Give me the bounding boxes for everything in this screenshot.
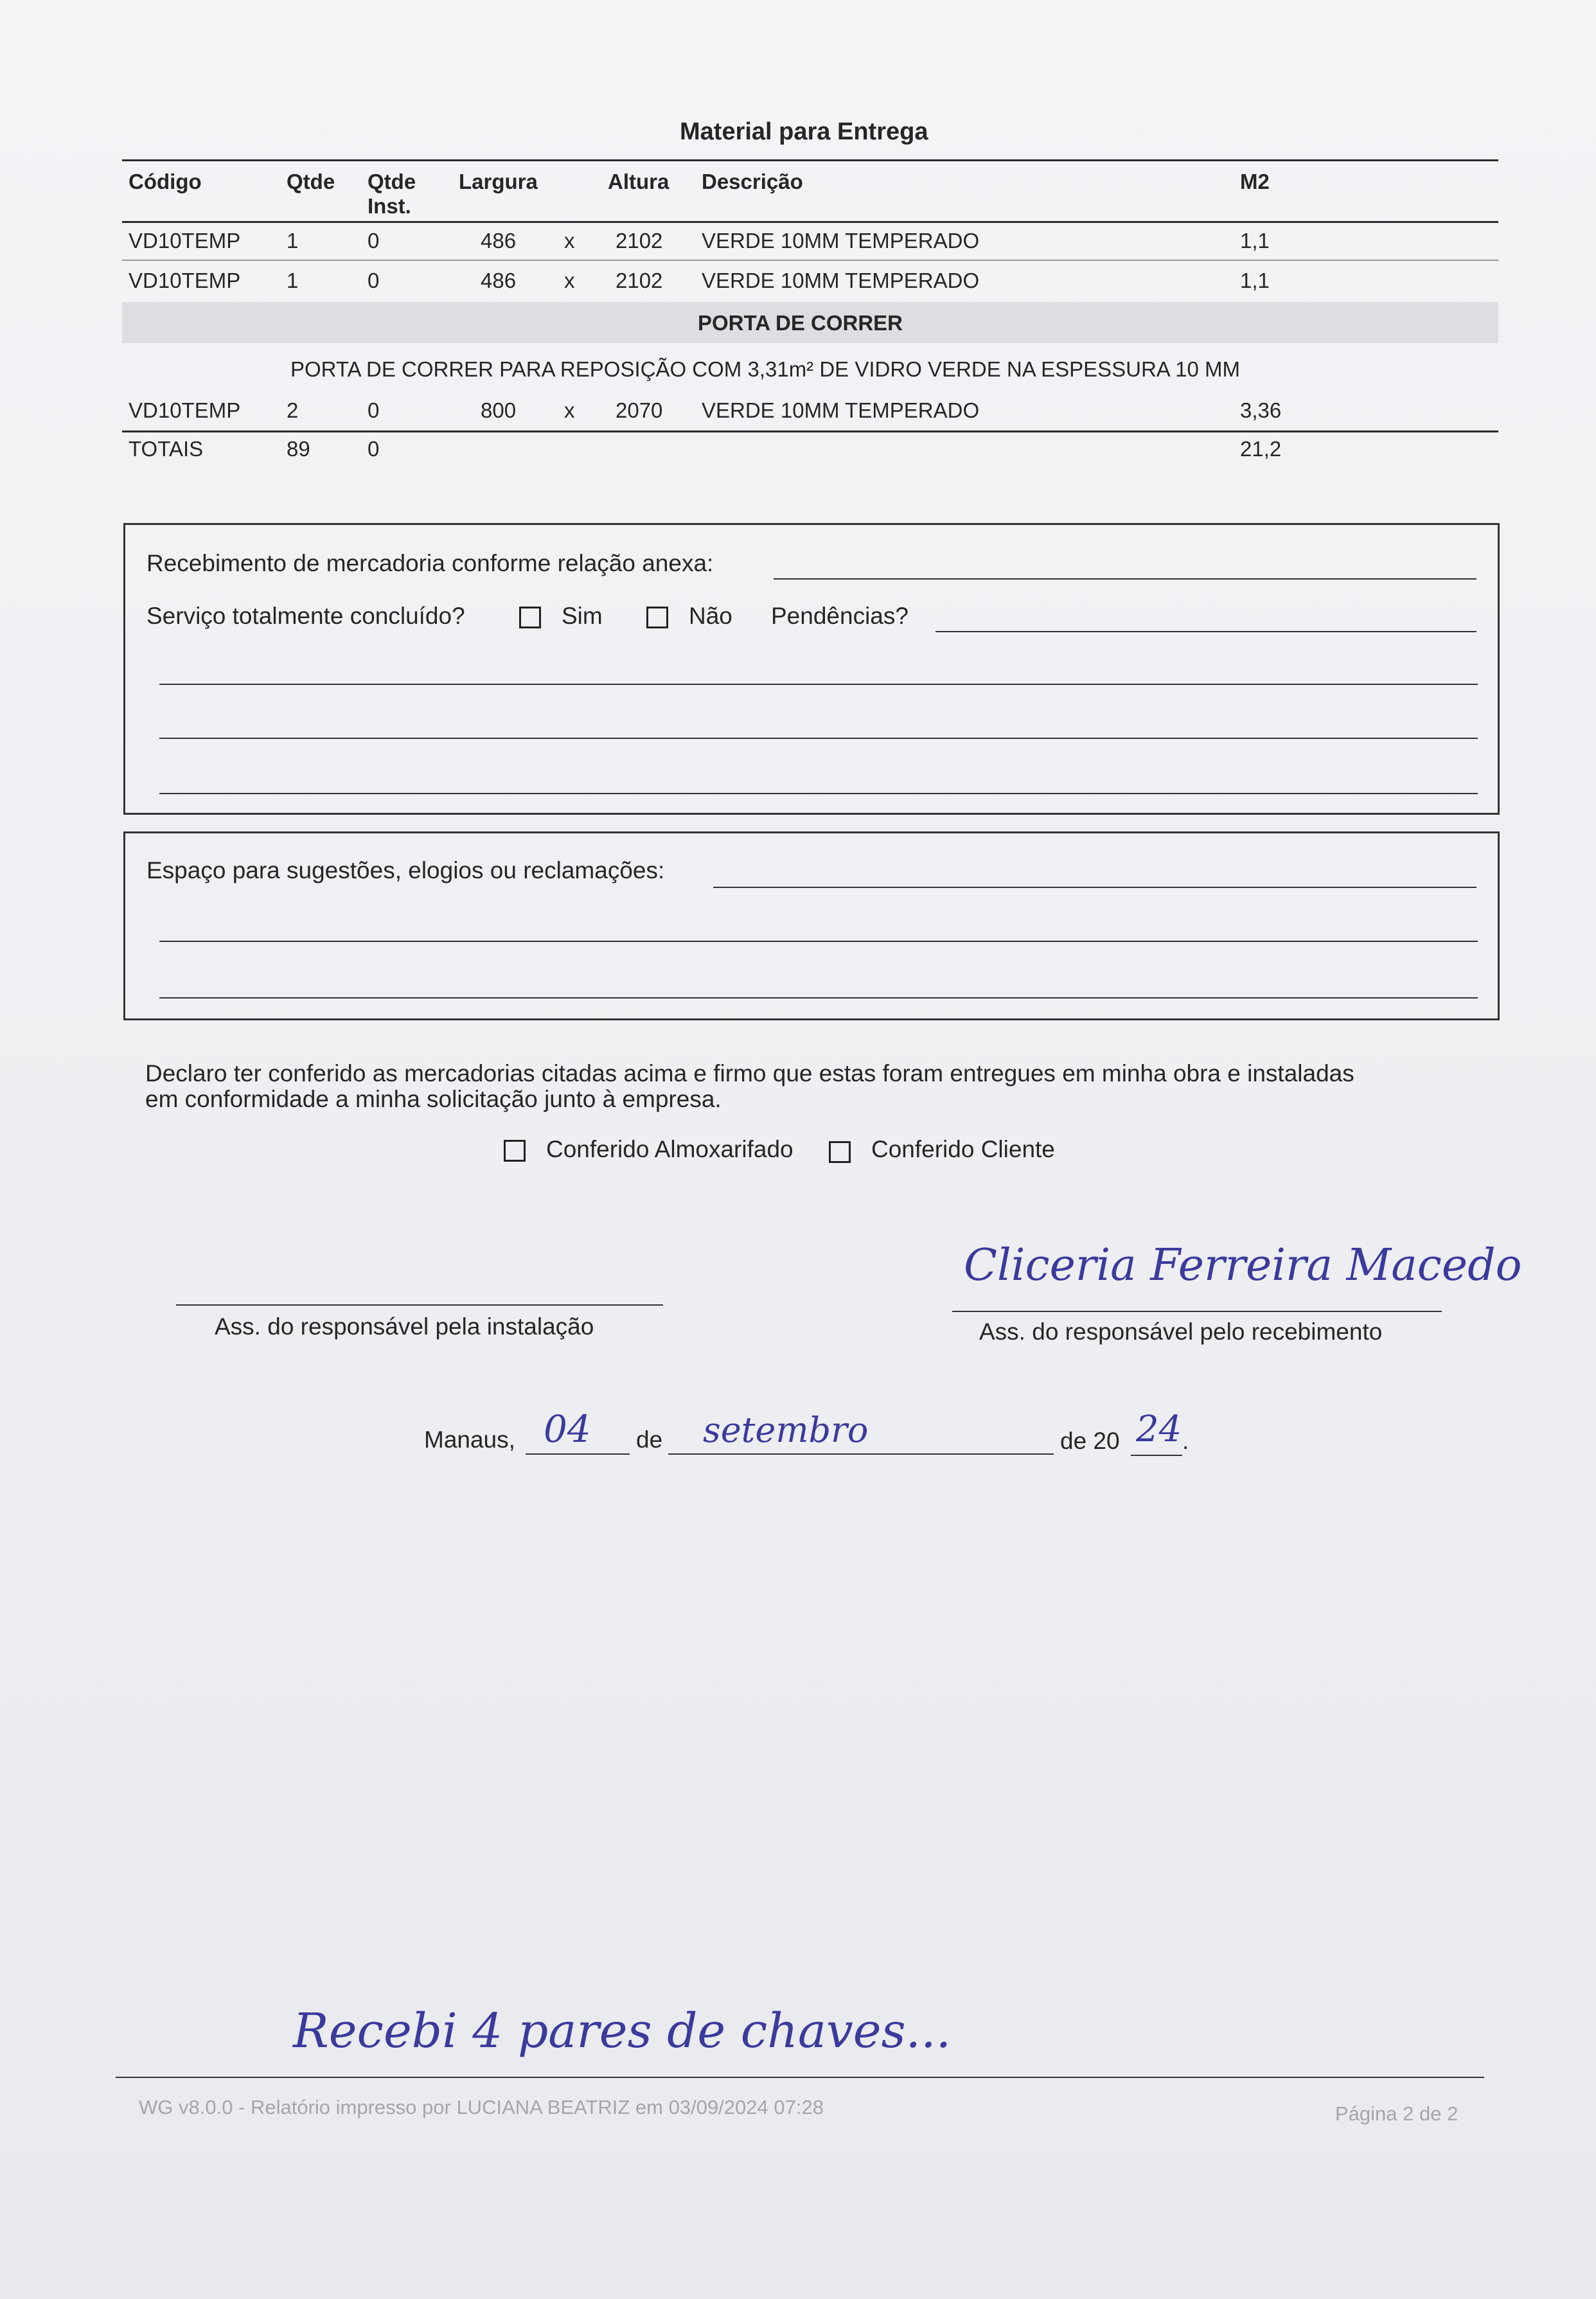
pendencias-line-2[interactable]	[159, 684, 1478, 685]
row2-descricao: VERDE 10MM TEMPERADO	[702, 269, 980, 292]
footer-rule	[116, 2077, 1484, 2078]
row3-altura: 2070	[616, 398, 663, 422]
row1-qtde: 1	[287, 229, 299, 253]
receiver-caption: Ass. do responsável pelo recebimento	[979, 1318, 1383, 1345]
row1-largura: 486	[481, 229, 517, 253]
row2-altura: 2102	[616, 269, 663, 292]
receiver-signature-line[interactable]	[952, 1311, 1442, 1312]
declaration-line2: em conformidade a minha solicitação junto à empresa.	[145, 1086, 722, 1112]
totals-rule	[122, 431, 1498, 432]
date-de1: de	[636, 1426, 663, 1453]
date-end: .	[1182, 1428, 1189, 1454]
row2-inst: 0	[368, 269, 380, 292]
row1-inst: 0	[368, 229, 380, 253]
totals-inst: 0	[368, 437, 380, 461]
row2-x: x	[564, 269, 575, 292]
date-day: 04	[544, 1407, 591, 1451]
almoxarifado-label: Conferido Almoxarifado	[546, 1136, 794, 1162]
suggestions-line-3[interactable]	[159, 997, 1478, 999]
pendencias-line-3[interactable]	[159, 738, 1478, 739]
cliente-checkbox[interactable]	[829, 1141, 851, 1163]
group-title: PORTA DE CORRER	[698, 311, 903, 335]
receiver-signature: Cliceria Ferreira Macedo	[964, 1240, 1522, 1291]
table-header-rule	[122, 221, 1498, 223]
row1-descricao: VERDE 10MM TEMPERADO	[702, 229, 980, 253]
row2-m2: 1,1	[1240, 269, 1270, 292]
nao-label: Não	[689, 603, 732, 629]
nao-checkbox[interactable]	[646, 607, 668, 628]
footer-page-number: Página 2 de 2	[1335, 2102, 1459, 2125]
date-year: 24	[1136, 1408, 1182, 1450]
row-divider	[122, 260, 1498, 261]
header-largura: Largura	[459, 170, 538, 193]
row2-largura: 486	[481, 269, 517, 292]
installer-signature-line[interactable]	[176, 1304, 663, 1306]
suggestions-line-2[interactable]	[159, 941, 1478, 942]
date-city: Manaus,	[424, 1426, 515, 1453]
pendencias-line-4[interactable]	[159, 793, 1478, 794]
row1-m2: 1,1	[1240, 229, 1270, 253]
row1-codigo: VD10TEMP	[129, 229, 241, 253]
almoxarifado-checkbox[interactable]	[504, 1140, 526, 1162]
pendencias-label: Pendências?	[771, 603, 909, 629]
header-descricao: Descrição	[702, 170, 803, 193]
date-de2: de 20	[1060, 1428, 1120, 1454]
suggestions-label: Espaço para sugestões, elogios ou reclamações:	[146, 857, 665, 883]
page-title: Material para Entrega	[680, 118, 928, 145]
year-line[interactable]	[1131, 1455, 1182, 1456]
row1-altura: 2102	[616, 229, 663, 253]
row3-codigo: VD10TEMP	[129, 398, 241, 422]
date-month: setembro	[703, 1410, 869, 1450]
row3-x: x	[564, 398, 575, 422]
header-qtde-inst: Qtde	[368, 170, 416, 193]
row1-x: x	[564, 229, 575, 253]
day-line[interactable]	[526, 1453, 630, 1455]
recebimento-label: Recebimento de mercadoria conforme relação anexa:	[146, 550, 714, 576]
header-qtde: Qtde	[287, 170, 335, 193]
handwritten-note: Recebi 4 pares de chaves...	[293, 2003, 952, 2059]
header-codigo: Código	[129, 170, 202, 193]
servico-label: Serviço totalmente concluído?	[146, 603, 465, 629]
installer-caption: Ass. do responsável pela instalação	[215, 1313, 594, 1340]
cliente-label: Conferido Cliente	[871, 1136, 1055, 1162]
header-altura: Altura	[608, 170, 669, 193]
row2-codigo: VD10TEMP	[129, 269, 241, 292]
sim-label: Sim	[562, 603, 603, 629]
row2-qtde: 1	[287, 269, 299, 292]
row3-largura: 800	[481, 398, 517, 422]
footer-report-info: WG v8.0.0 - Relatório impresso por LUCIANA BEATRIZ em 03/09/2024 07:28	[139, 2096, 824, 2118]
table-top-rule	[122, 159, 1498, 161]
totals-qtde: 89	[287, 437, 310, 461]
group-description: PORTA DE CORRER PARA REPOSIÇÃO COM 3,31m² DE VIDRO VERDE NA ESPESSURA 10 MM	[290, 357, 1241, 381]
row3-qtde: 2	[287, 398, 299, 422]
pendencias-line[interactable]	[935, 631, 1476, 632]
recebimento-line[interactable]	[774, 578, 1476, 580]
totals-m2: 21,2	[1240, 437, 1282, 461]
header-qtde-inst-2: Inst.	[368, 194, 411, 218]
declaration-line1: Declaro ter conferido as mercadorias citadas acima e firmo que estas foram entregues em minha obra e instaladas	[145, 1060, 1354, 1087]
row3-m2: 3,36	[1240, 398, 1282, 422]
month-line[interactable]	[668, 1453, 1054, 1455]
row3-inst: 0	[368, 398, 380, 422]
sim-checkbox[interactable]	[519, 607, 541, 628]
header-m2: M2	[1240, 170, 1270, 193]
totals-label: TOTAIS	[129, 437, 204, 461]
suggestions-line-1[interactable]	[713, 887, 1476, 888]
row3-descricao: VERDE 10MM TEMPERADO	[702, 398, 980, 422]
